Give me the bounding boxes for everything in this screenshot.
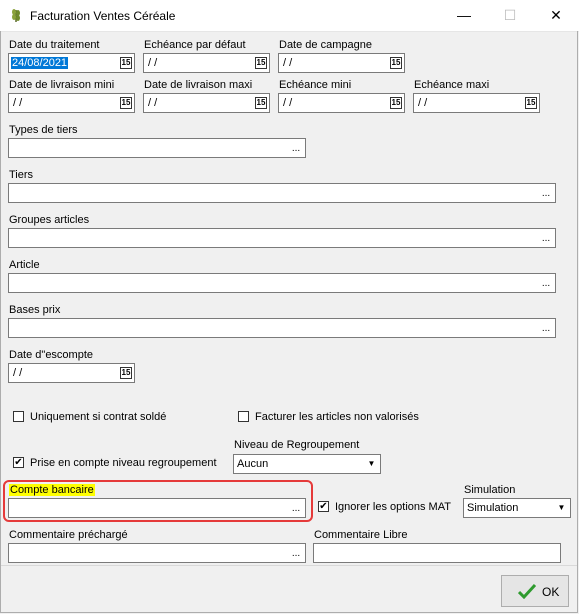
label-echeance-maxi: Echéance maxi <box>414 79 490 91</box>
label-livraison-maxi: Date de livraison maxi <box>144 79 253 91</box>
contrat-solde-label: Uniquement si contrat soldé <box>30 411 167 423</box>
ellipsis-icon[interactable]: ... <box>291 503 301 514</box>
check-icon: ✔ <box>14 457 23 468</box>
calendar-icon[interactable]: 15 <box>256 58 266 67</box>
niveau-regroupement-label: Prise en compte niveau regroupement <box>30 457 217 469</box>
regroupement-value: Aucun <box>237 458 269 470</box>
chevron-down-icon: ▼ <box>367 459 376 468</box>
label-date-escompte: Date d"escompte <box>9 349 94 361</box>
label-tiers: Tiers <box>9 169 34 181</box>
label-types-tiers: Types de tiers <box>9 124 78 136</box>
echeance-mini-value: / / <box>283 97 293 109</box>
regroupement-select[interactable] <box>233 454 381 474</box>
types-tiers-field[interactable] <box>8 138 306 158</box>
livraison-mini-value: / / <box>13 97 23 109</box>
check-icon: ✔ <box>319 501 328 512</box>
label-niveau-regroupement: Niveau de Regroupement <box>234 439 360 451</box>
label-date-traitement: Date du traitement <box>9 39 100 51</box>
livraison-maxi-value: / / <box>148 97 158 109</box>
ok-button[interactable] <box>501 575 569 607</box>
date-traitement-value: 24/08/2021 <box>12 57 68 69</box>
label-article: Article <box>9 259 40 271</box>
livraison-maxi-field[interactable] <box>143 93 270 113</box>
calendar-icon[interactable]: 15 <box>256 98 266 107</box>
niveau-regroupement-checkbox[interactable] <box>13 457 24 468</box>
echeance-mini-field[interactable] <box>278 93 405 113</box>
article-field[interactable] <box>8 273 556 293</box>
calendar-icon[interactable]: 15 <box>121 98 131 107</box>
echeance-defaut-value: / / <box>148 57 158 69</box>
ellipsis-icon[interactable]: ... <box>541 278 551 289</box>
minimize-icon: — <box>457 7 471 23</box>
close-icon: ✕ <box>550 7 562 23</box>
date-escompte-value: / / <box>13 367 23 379</box>
ellipsis-icon[interactable]: ... <box>291 548 301 559</box>
label-echeance-defaut: Echéance par défaut <box>144 39 246 51</box>
calendar-icon[interactable]: 15 <box>391 98 401 107</box>
echeance-maxi-field[interactable] <box>413 93 540 113</box>
label-date-campagne: Date de campagne <box>279 39 372 51</box>
footer-divider <box>1 565 577 566</box>
chevron-down-icon: ▼ <box>557 503 566 512</box>
ignorer-mat-label: Ignorer les options MAT <box>335 501 451 513</box>
calendar-icon[interactable]: 15 <box>121 368 131 377</box>
label-livraison-mini: Date de livraison mini <box>9 79 115 91</box>
label-echeance-mini: Echéance mini <box>279 79 352 91</box>
calendar-icon[interactable]: 15 <box>526 98 536 107</box>
maximize-icon: ☐ <box>503 7 517 23</box>
date-campagne-value: / / <box>283 57 293 69</box>
tiers-field[interactable] <box>8 183 556 203</box>
ellipsis-icon[interactable]: ... <box>541 323 551 334</box>
date-traitement-field[interactable] <box>8 53 135 73</box>
wheat-icon <box>8 7 24 23</box>
label-simulation: Simulation <box>464 484 516 496</box>
ignorer-mat-checkbox[interactable] <box>318 501 329 512</box>
label-commentaire-precharge: Commentaire préchargé <box>9 529 128 541</box>
simulation-value: Simulation <box>467 502 519 514</box>
label-commentaire-libre: Commentaire Libre <box>314 529 408 541</box>
label-groupes-articles: Groupes articles <box>9 214 90 226</box>
label-bases-prix: Bases prix <box>9 304 61 316</box>
non-valorises-label: Facturer les articles non valorisés <box>255 411 419 423</box>
maximize-button <box>487 0 533 31</box>
green-check-icon <box>518 583 536 599</box>
close-button[interactable] <box>533 0 579 31</box>
ellipsis-icon[interactable]: ... <box>541 188 551 199</box>
non-valorises-checkbox[interactable] <box>238 411 249 422</box>
label-compte-bancaire: Compte bancaire <box>10 484 94 496</box>
minimize-button[interactable] <box>441 0 487 31</box>
title-bar <box>0 0 579 32</box>
window-title: Facturation Ventes Céréale <box>30 9 176 23</box>
calendar-icon[interactable]: 15 <box>391 58 401 67</box>
echeance-maxi-value: / / <box>418 97 428 109</box>
commentaire-libre-field[interactable] <box>313 543 561 563</box>
echeance-defaut-field[interactable] <box>143 53 270 73</box>
calendar-icon[interactable]: 15 <box>121 58 131 67</box>
contrat-solde-checkbox[interactable] <box>13 411 24 422</box>
bases-prix-field[interactable] <box>8 318 556 338</box>
commentaire-precharge-field[interactable] <box>8 543 306 563</box>
compte-bancaire-field[interactable] <box>8 498 306 518</box>
date-campagne-field[interactable] <box>278 53 405 73</box>
groupes-articles-field[interactable] <box>8 228 556 248</box>
simulation-select[interactable] <box>463 498 571 518</box>
ellipsis-icon[interactable]: ... <box>291 143 301 154</box>
date-escompte-field[interactable] <box>8 363 135 383</box>
ellipsis-icon[interactable]: ... <box>541 233 551 244</box>
ok-button-label: OK <box>542 585 560 599</box>
livraison-mini-field[interactable] <box>8 93 135 113</box>
